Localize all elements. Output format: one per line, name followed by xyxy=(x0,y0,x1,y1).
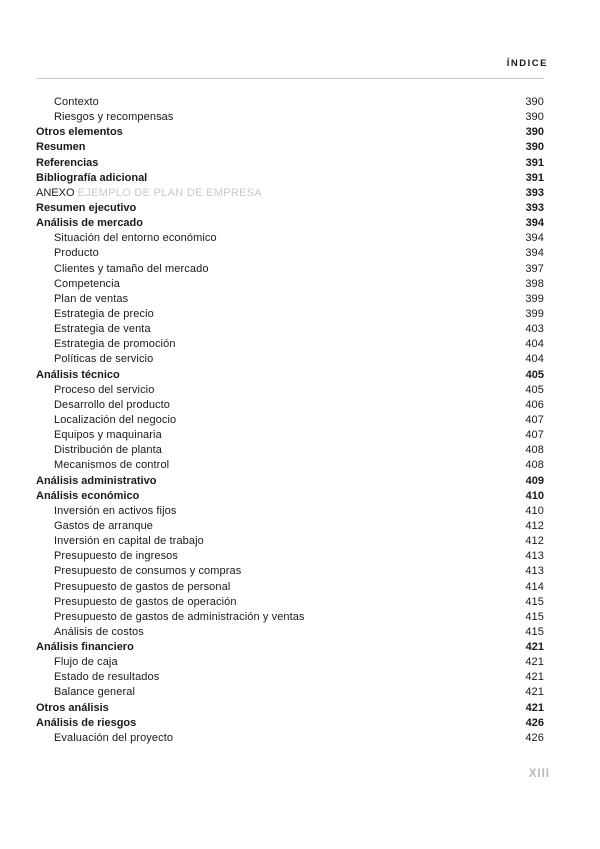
toc-entry-page: 390 xyxy=(525,126,544,139)
toc-entry xyxy=(36,549,544,564)
toc-entry xyxy=(36,685,544,700)
toc-entry-page: 404 xyxy=(525,353,544,366)
toc-entry xyxy=(36,731,544,746)
toc-entry-page: 410 xyxy=(525,504,544,517)
toc-entry-label: Políticas de servicio xyxy=(54,353,154,366)
toc-entry-label: Contexto xyxy=(54,96,99,108)
toc-entry xyxy=(36,322,544,337)
toc-entry xyxy=(36,368,544,383)
toc-entry-label: Análisis financiero xyxy=(36,641,134,654)
toc-entry-label: Análisis de riesgos xyxy=(36,716,137,729)
header-rule xyxy=(36,78,544,79)
toc-entry-label: Inversión en capital de trabajo xyxy=(54,535,204,548)
toc-entry-page: 415 xyxy=(525,595,544,608)
table-of-contents xyxy=(36,95,544,746)
annex-prefix: ANEXO xyxy=(36,186,75,199)
toc-entry-page: 393 xyxy=(525,201,544,214)
toc-entry-label: Riesgos y recompensas xyxy=(54,111,174,124)
toc-entry-page: 399 xyxy=(525,292,544,305)
toc-entry xyxy=(36,186,544,201)
toc-entry xyxy=(36,428,544,443)
running-header-title: ÍNDICE xyxy=(506,58,548,69)
toc-entry xyxy=(36,701,544,716)
toc-entry-page: 404 xyxy=(525,338,544,351)
toc-entry xyxy=(36,640,544,655)
toc-entry-label: Presupuesto de gastos de administración y ventas xyxy=(54,610,305,623)
toc-entry-label: Análisis técnico xyxy=(36,368,120,381)
toc-entry xyxy=(36,610,544,625)
toc-entry-label: Presupuesto de gastos de operación xyxy=(54,595,237,608)
toc-entry xyxy=(36,458,544,473)
toc-entry-page: 412 xyxy=(525,535,544,548)
toc-entry xyxy=(36,519,544,534)
toc-entry-label: Localización del negocio xyxy=(54,413,177,426)
toc-entry-label: Gastos de arranque xyxy=(54,519,154,532)
toc-entry-label: Presupuesto de gastos de personal xyxy=(54,580,231,593)
toc-entry-page: 413 xyxy=(525,565,544,578)
toc-entry-label: Balance general xyxy=(54,686,136,699)
toc-entry-label: Clientes y tamaño del mercado xyxy=(54,262,209,275)
toc-entry-label: Otros elementos xyxy=(36,126,123,139)
toc-entry-page: 390 xyxy=(525,96,544,108)
toc-entry-page: 410 xyxy=(525,489,544,502)
toc-entry-page: 394 xyxy=(525,247,544,260)
toc-entry-label: Evaluación del proyecto xyxy=(54,731,174,744)
toc-entry xyxy=(36,489,544,504)
toc-entry-page: 405 xyxy=(525,383,544,396)
toc-entry-page: 407 xyxy=(525,413,544,426)
toc-entry xyxy=(36,201,544,216)
toc-entry-label: Otros análisis xyxy=(36,701,109,714)
toc-entry xyxy=(36,125,544,140)
toc-entry-page: 421 xyxy=(525,656,544,669)
toc-entry xyxy=(36,307,544,322)
toc-entry-label: Análisis de costos xyxy=(54,625,144,638)
toc-entry-page: 391 xyxy=(525,171,544,184)
toc-entry-label: Producto xyxy=(54,247,99,260)
toc-entry xyxy=(36,534,544,549)
toc-entry-page: 394 xyxy=(525,232,544,245)
toc-entry-page: 399 xyxy=(525,307,544,320)
toc-entry-page: 414 xyxy=(525,580,544,593)
toc-entry-label: Estrategia de precio xyxy=(54,307,154,320)
toc-entry xyxy=(36,504,544,519)
toc-entry xyxy=(36,156,544,171)
toc-entry-page: 426 xyxy=(525,731,544,744)
toc-entry-page: 390 xyxy=(525,141,544,154)
toc-entry-page: 391 xyxy=(525,156,544,169)
toc-entry xyxy=(36,216,544,231)
toc-entry-page: 412 xyxy=(525,519,544,532)
toc-entry-page: 421 xyxy=(525,686,544,699)
toc-entry-page: 415 xyxy=(525,625,544,638)
toc-entry-label: Estrategia de promoción xyxy=(54,338,176,351)
toc-entry-label: Plan de ventas xyxy=(54,292,129,305)
toc-entry xyxy=(36,140,544,155)
toc-entry-label: Mecanismos de control xyxy=(54,459,170,472)
toc-entry-page: 426 xyxy=(525,716,544,729)
toc-entry xyxy=(36,670,544,685)
toc-entry-page: 413 xyxy=(525,550,544,563)
toc-entry xyxy=(36,716,544,731)
toc-entry-page: 409 xyxy=(525,474,544,487)
toc-entry-label: Referencias xyxy=(36,156,99,169)
toc-entry-label: Situación del entorno económico xyxy=(54,232,217,245)
toc-entry xyxy=(36,246,544,261)
toc-entry-page: 415 xyxy=(525,610,544,623)
toc-entry-label: Flujo de caja xyxy=(54,656,118,669)
toc-entry xyxy=(36,655,544,670)
toc-entry-label: Estado de resultados xyxy=(54,671,160,684)
toc-entry xyxy=(36,262,544,277)
toc-entry xyxy=(36,277,544,292)
annex-title: EJEMPLO DE PLAN DE EMPRESA xyxy=(77,186,263,199)
toc-entry-label: Bibliografía adicional xyxy=(36,171,148,184)
toc-entry xyxy=(36,413,544,428)
toc-entry-label: Desarrollo del producto xyxy=(54,398,171,411)
toc-entry-label: Análisis de mercado xyxy=(36,217,143,230)
toc-entry xyxy=(36,564,544,579)
toc-entry-label: Distribución de planta xyxy=(54,444,162,457)
toc-entry xyxy=(36,292,544,307)
toc-entry-page: 398 xyxy=(525,277,544,290)
toc-entry-label: Equipos y maquinaria xyxy=(54,429,162,442)
toc-entry-page: 408 xyxy=(525,444,544,457)
toc-entry xyxy=(36,171,544,186)
toc-entry-label: Análisis administrativo xyxy=(36,474,157,487)
toc-entry-label: Competencia xyxy=(54,277,120,290)
toc-entry-page: 406 xyxy=(525,398,544,411)
toc-entry-label xyxy=(36,186,262,201)
toc-entry xyxy=(36,474,544,489)
toc-entry-page: 408 xyxy=(525,459,544,472)
toc-entry-page: 390 xyxy=(525,111,544,124)
toc-entry xyxy=(36,231,544,246)
page-folio: XIII xyxy=(528,768,550,780)
toc-entry xyxy=(36,595,544,610)
toc-entry-label: Presupuesto de ingresos xyxy=(54,550,178,563)
toc-entry xyxy=(36,110,544,125)
toc-entry-label: Resumen xyxy=(36,141,86,154)
toc-entry xyxy=(36,352,544,367)
toc-entry-page: 403 xyxy=(525,323,544,336)
toc-entry-page: 407 xyxy=(525,429,544,442)
toc-entry xyxy=(36,580,544,595)
toc-entry xyxy=(36,443,544,458)
toc-entry xyxy=(36,398,544,413)
toc-entry xyxy=(36,625,544,640)
toc-entry-label: Análisis económico xyxy=(36,489,140,502)
toc-entry-page: 421 xyxy=(525,671,544,684)
toc-entry-label: Resumen ejecutivo xyxy=(36,201,137,214)
toc-entry-label: Estrategia de venta xyxy=(54,323,151,336)
toc-entry-page: 394 xyxy=(525,217,544,230)
toc-entry-page: 405 xyxy=(525,368,544,381)
toc-entry-page: 421 xyxy=(525,701,544,714)
toc-entry xyxy=(36,95,544,110)
toc-entry-label: Inversión en activos fijos xyxy=(54,504,177,517)
toc-entry xyxy=(36,383,544,398)
toc-entry-page: 397 xyxy=(525,262,544,275)
toc-entry-label: Proceso del servicio xyxy=(54,383,155,396)
toc-entry-label: Presupuesto de consumos y compras xyxy=(54,565,242,578)
toc-entry-page: 421 xyxy=(525,641,544,654)
toc-entry xyxy=(36,337,544,352)
toc-entry-page: 393 xyxy=(525,186,544,199)
